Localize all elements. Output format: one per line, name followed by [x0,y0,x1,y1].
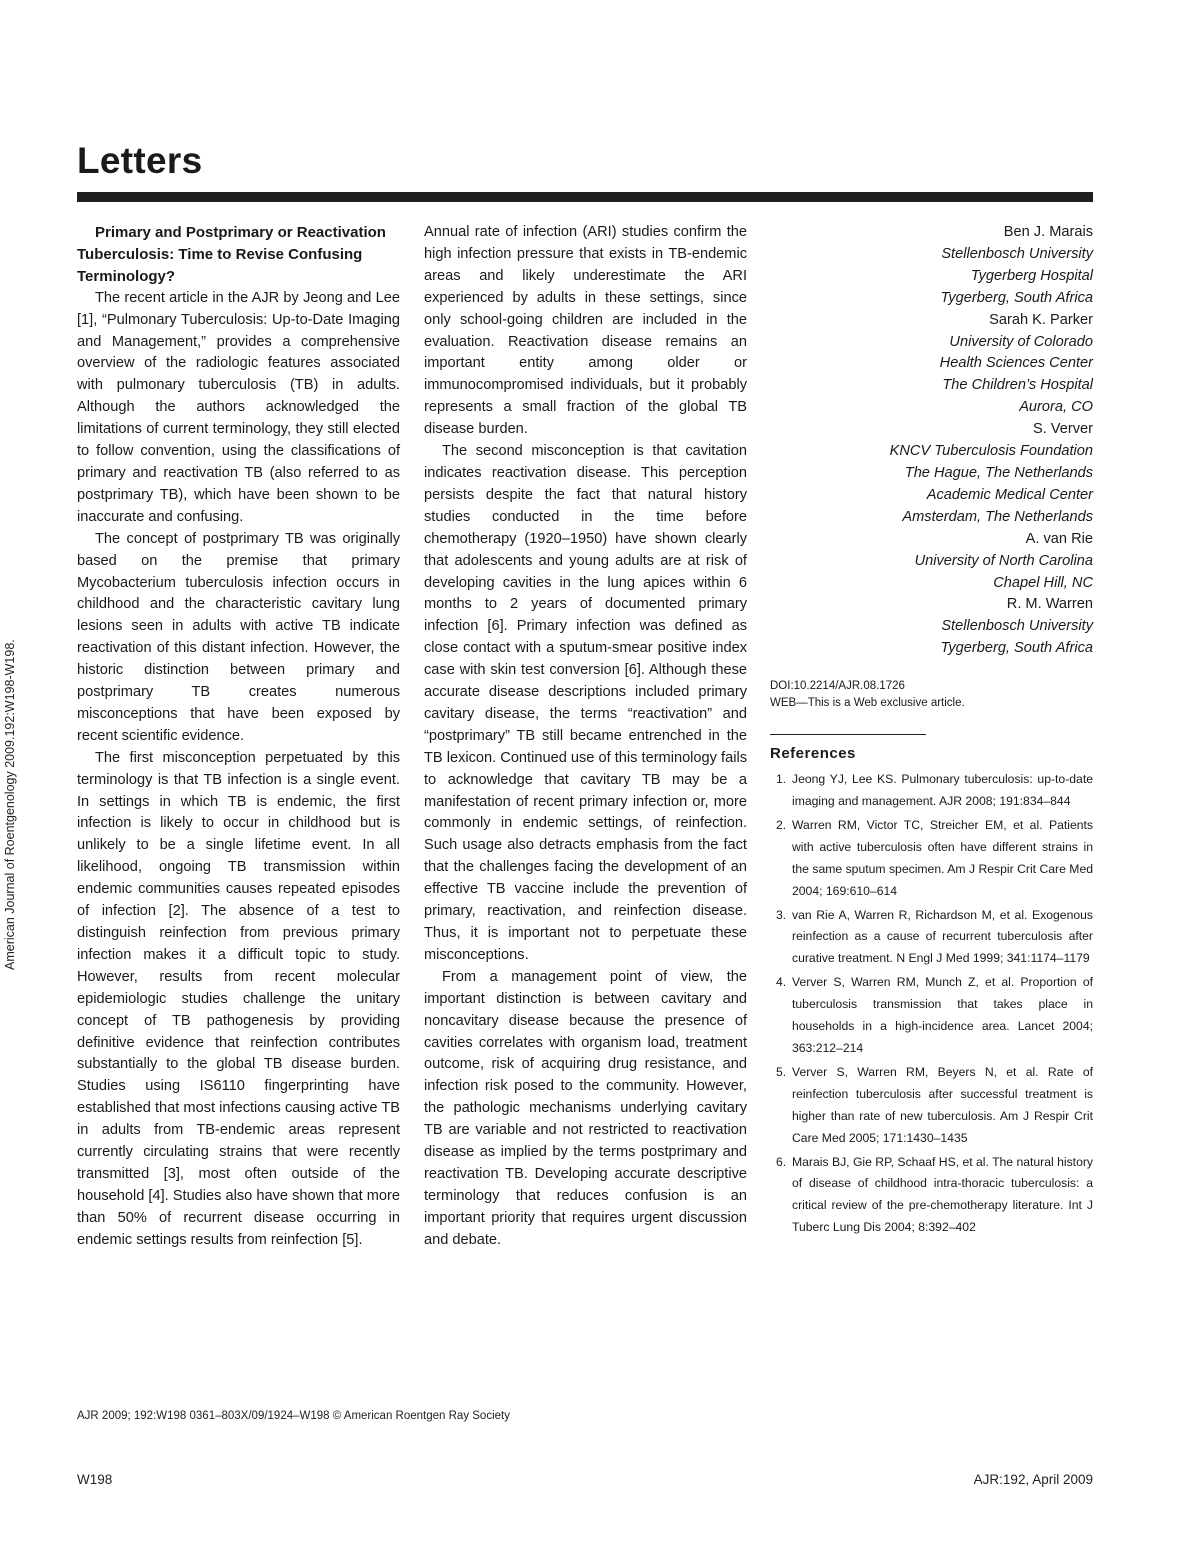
reference-number: 6. [776,1154,787,1169]
author-affiliation: Chapel Hill, NC [993,574,1093,591]
reference-item [770,1062,1093,1150]
article-title: Primary and Postprimary or Reactivation Tuberculosis: Time to Revise Confusing Terminology? [77,224,386,285]
signature-block [770,222,1093,660]
side-citation: American Journal of Roentgenology 2009.192:W198-W198. [3,639,17,970]
paragraph-1: The recent article in the AJR by Jeong and Lee [1], “Pulmonary Tuberculosis: Up-to-Date Imaging and Management,” provides a comprehensive overview of the radiologic features associated with pulmonary tuberculosis (TB) in adults. Although the authors acknowledged the limitations of current terminology, they still elected to follow convention, using the classifications of primary and reactivation TB (also referred to as postprimary TB), which have been shown to be inaccurate and confusing. [77,289,400,525]
paragraph-2: The concept of postprimary TB was originally based on the premise that primary Mycobacterium tuberculosis infection occurs in childhood and the characteristic cavitary lung lesions seen in adults with active TB indicate reactivation of this distant infection. However, the historic distinction between primary and postprimary TB creates numerous misconceptions that have been exposed by recent scientific evidence. [77,530,400,744]
author-affiliation: The Hague, The Netherlands [904,464,1093,481]
reference-item [770,769,1093,813]
reference-item [770,905,1093,971]
issue-label: AJR:192, April 2009 [973,1472,1093,1487]
reference-text: Warren RM, Victor TC, Streicher EM, et al. Patients with active tuberculosis often have different strains in the same sputum specimen. Am J Respir Crit Care Med 2004; 169:610–614 [792,817,1093,898]
author-affiliation: Tygerberg Hospital [970,267,1093,284]
reference-text: van Rie A, Warren R, Richardson M, et al. Exogenous reinfection as a cause of recurrent tuberculosis after curative treatment. N Engl J Med 1999; 341:1174–1179 [792,907,1093,966]
reference-item [770,1152,1093,1240]
section-title: Letters [77,140,203,181]
author-affiliation: Tygerberg, South Africa [940,289,1093,306]
title-rule [77,192,1093,202]
reference-text: Jeong YJ, Lee KS. Pulmonary tuberculosis: up-to-date imaging and management. AJR 2008; 191:834–844 [792,772,1093,809]
paragraph-6: From a management point of view, the important distinction is between cavitary and noncavitary disease because the presence of cavities correlates with organism load, treatment outcome, risk of acquiring drug resistance, and infection risk posed to the community. However, the pathologic mechanisms underlying cavitary TB are variable and not restricted to reactivation disease as implied by the terms postprimary and reactivation TB. Developing accurate descriptive terminology that reduces confusion is an important priority that requires urgent discussion and debate. [424,968,747,1248]
author-affiliation: Stellenbosch University [941,618,1093,635]
column-3 [770,222,1093,1241]
author-affiliation: Academic Medical Center [926,486,1093,503]
references-heading: References [770,745,856,763]
reference-text: Verver S, Warren RM, Beyers N, et al. Rate of reinfection tuberculosis after successful treatment is higher than rate of new tuberculosis. Am J Respir Crit Care Med 2005; 171:1430–1435 [792,1064,1093,1145]
author-affiliation: The Children’s Hospital [942,377,1093,394]
page-number: W198 [77,1472,113,1487]
paragraph-5: The second misconception is that cavitation indicates reactivation disease. This perception persists despite the fact that natural history studies conducted in the time before chemotherapy (1920–1950) have shown clearly that adolescents and young adults are at risk of developing cavities in the lung apices within 6 months to 2 years of documented primary infection [6]. Primary infection was defined as close contact with a sputum-smear positive index case with skin test conversion [6]. Although these accurate disease descriptions included primary cavitary disease, the terms “reactivation” and “postprimary” TB still became entrenched in the TB lexicon. Continued use of this terminology fails to acknowledge that cavitary TB may be a manifestation of recent primary infection or, more commonly in endemic settings, of reinfection. Such usage also detracts emphasis from the fact that the challenges facing the development of an effective TB vaccine include the prevention of primary, reactivation, and reinfection disease. Thus, it is important not to perpetuate these misconceptions. [424,443,747,963]
paragraph-3: The first misconception perpetuated by this terminology is that TB infection is a single event. In settings in which TB is endemic, the first infection is likely to occur in childhood but is unlikely to be a single lifetime event. In all likelihood, ongoing TB transmission within endemic communities causes repeated episodes of infection [2]. The absence of a test to distinguish reinfection from previous primary infection makes it a difficult topic to study. However, results from recent molecular epidemiologic studies challenge the unitary concept of TB pathogenesis by providing definitive evidence that reinfection contributes substantially to the global TB disease burden. Studies using IS6110 fingerprinting have established that most infections causing active TB in adults from TB-endemic areas represent currently circulating strains that were recently transmitted [3], most often outside of the household [4]. Studies also have shown that more than 50% of recurrent disease occurring in endemic settings results from reinfection [5]. [77,749,400,1248]
author-name: A. van Rie [1025,530,1093,547]
author-affiliation: Amsterdam, The Netherlands [902,508,1093,525]
web-note: WEB—This is a Web exclusive article. [770,697,965,710]
reference-number: 5. [776,1064,787,1079]
article-meta [770,678,1093,712]
author-affiliation: Health Sciences Center [939,355,1093,372]
author-affiliation: University of Colorado [949,333,1093,350]
author-affiliation: Aurora, CO [1019,399,1093,416]
author-name: Sarah K. Parker [989,311,1093,328]
reference-number: 1. [776,772,787,787]
author-name: Ben J. Marais [1003,224,1093,240]
author-affiliation: KNCV Tuberculosis Foundation [889,443,1093,460]
column-1 [77,222,400,1252]
references-list [770,769,1093,1239]
reference-item [770,972,1093,1060]
reference-number: 3. [776,907,787,922]
reference-number: 4. [776,975,787,990]
author-affiliation: University of North Carolina [914,552,1093,569]
footer-citation: AJR 2009; 192:W198 0361–803X/09/1924–W198 © American Roentgen Ray Society [77,1410,510,1422]
author-affiliation: Tygerberg, South Africa [940,640,1093,657]
reference-text: Verver S, Warren RM, Munch Z, et al. Proportion of tuberculosis transmission that takes place in households in a high-incidence area. Lancet 2004; 363:212–214 [792,975,1093,1055]
reference-number: 2. [776,817,787,832]
author-name: R. M. Warren [1006,596,1093,613]
column-2 [424,222,747,1252]
doi-link[interactable]: DOI:10.2214/AJR.08.1726 [770,680,905,693]
references-divider [770,734,926,735]
author-name: S. Verver [1032,421,1093,438]
reference-item [770,815,1093,903]
author-affiliation: Stellenbosch University [941,245,1093,262]
reference-text: Marais BJ, Gie RP, Schaaf HS, et al. The natural history of disease of childhood intra-thoracic tuberculosis: a critical review of the pre-chemotherapy literature. Int J Tuberc Lung Dis 2004; 8:392–402 [792,1154,1093,1235]
paragraph-4: Annual rate of infection (ARI) studies confirm the high infection pressure that exists in TB-endemic areas and likely underestimate the ARI experienced by adults in these settings, since only school-going children are included in the evaluation. Reactivation disease remains an important entity among older or immunocompromised individuals, but it probably represents a small fraction of the global TB disease burden. [424,224,747,438]
